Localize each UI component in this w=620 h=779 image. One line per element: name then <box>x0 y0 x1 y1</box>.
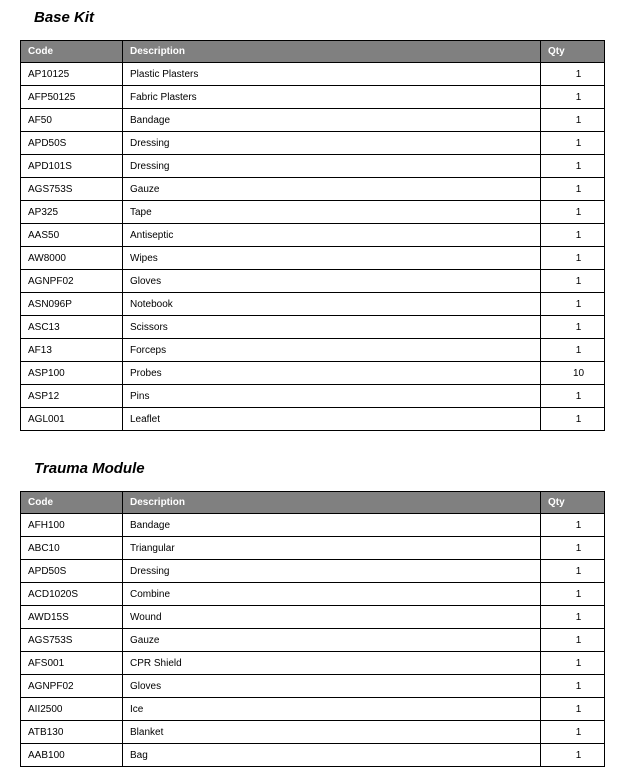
description-cell: Leaflet <box>123 408 541 431</box>
qty-cell: 1 <box>541 201 605 224</box>
table-row <box>21 109 605 132</box>
qty-cell: 1 <box>541 247 605 270</box>
code-cell: AFS001 <box>21 652 123 675</box>
description-cell: Bandage <box>123 514 541 537</box>
qty-cell: 1 <box>541 537 605 560</box>
description-cell: Bandage <box>123 109 541 132</box>
code-cell: AGNPF02 <box>21 270 123 293</box>
qty-cell: 1 <box>541 86 605 109</box>
description-cell: Ice <box>123 698 541 721</box>
qty-column-header: Qty <box>541 492 605 514</box>
qty-cell: 1 <box>541 514 605 537</box>
qty-cell: 1 <box>541 339 605 362</box>
code-cell: AGNPF02 <box>21 675 123 698</box>
table-row <box>21 514 605 537</box>
description-column-header: Description <box>123 41 541 63</box>
code-cell: AW8000 <box>21 247 123 270</box>
qty-cell: 1 <box>541 698 605 721</box>
code-cell: ABC10 <box>21 537 123 560</box>
qty-cell: 1 <box>541 721 605 744</box>
table-row <box>21 698 605 721</box>
qty-column-header: Qty <box>541 41 605 63</box>
code-column-header: Code <box>21 492 123 514</box>
qty-cell: 1 <box>541 132 605 155</box>
qty-cell: 1 <box>541 224 605 247</box>
table-row <box>21 224 605 247</box>
code-cell: APD50S <box>21 560 123 583</box>
table-header-row <box>21 492 605 514</box>
description-cell: Fabric Plasters <box>123 86 541 109</box>
code-cell: AWD15S <box>21 606 123 629</box>
qty-cell: 1 <box>541 652 605 675</box>
description-cell: Dressing <box>123 155 541 178</box>
table-row <box>21 247 605 270</box>
qty-cell: 1 <box>541 270 605 293</box>
table-row <box>21 316 605 339</box>
code-cell: AP325 <box>21 201 123 224</box>
code-column-header: Code <box>21 41 123 63</box>
description-cell: Tape <box>123 201 541 224</box>
table-row <box>21 270 605 293</box>
table-header-row <box>21 41 605 63</box>
table-row <box>21 606 605 629</box>
code-cell: AP10125 <box>21 63 123 86</box>
qty-cell: 1 <box>541 408 605 431</box>
qty-cell: 1 <box>541 155 605 178</box>
qty-cell: 1 <box>541 606 605 629</box>
description-cell: Wound <box>123 606 541 629</box>
trauma-module-title: Trauma Module <box>34 460 145 477</box>
description-column-header: Description <box>123 492 541 514</box>
table-row <box>21 408 605 431</box>
code-cell: ASC13 <box>21 316 123 339</box>
code-cell: AGS753S <box>21 629 123 652</box>
table-row <box>21 560 605 583</box>
table-row <box>21 178 605 201</box>
code-cell: AFP50125 <box>21 86 123 109</box>
table-row <box>21 583 605 606</box>
description-cell: Dressing <box>123 560 541 583</box>
table-row <box>21 339 605 362</box>
qty-cell: 1 <box>541 744 605 767</box>
trauma-module-table <box>20 491 605 767</box>
description-cell: Antiseptic <box>123 224 541 247</box>
code-cell: APD101S <box>21 155 123 178</box>
description-cell: Probes <box>123 362 541 385</box>
code-cell: AF13 <box>21 339 123 362</box>
description-cell: Gauze <box>123 178 541 201</box>
code-cell: ACD1020S <box>21 583 123 606</box>
description-cell: CPR Shield <box>123 652 541 675</box>
table-row <box>21 86 605 109</box>
table-row <box>21 362 605 385</box>
table-row <box>21 132 605 155</box>
code-cell: AAS50 <box>21 224 123 247</box>
qty-cell: 1 <box>541 293 605 316</box>
table-row <box>21 629 605 652</box>
table-row <box>21 721 605 744</box>
table-row <box>21 293 605 316</box>
description-cell: Pins <box>123 385 541 408</box>
description-cell: Blanket <box>123 721 541 744</box>
code-cell: AFH100 <box>21 514 123 537</box>
code-cell: AII2500 <box>21 698 123 721</box>
description-cell: Dressing <box>123 132 541 155</box>
code-cell: APD50S <box>21 132 123 155</box>
base-kit-table <box>20 40 605 431</box>
description-cell: Notebook <box>123 293 541 316</box>
description-cell: Gauze <box>123 629 541 652</box>
qty-cell: 1 <box>541 385 605 408</box>
description-cell: Gloves <box>123 675 541 698</box>
table-row <box>21 155 605 178</box>
table-row <box>21 652 605 675</box>
description-cell: Wipes <box>123 247 541 270</box>
code-cell: AGS753S <box>21 178 123 201</box>
code-cell: ASP100 <box>21 362 123 385</box>
table-row <box>21 63 605 86</box>
description-cell: Gloves <box>123 270 541 293</box>
qty-cell: 1 <box>541 316 605 339</box>
description-cell: Combine <box>123 583 541 606</box>
description-cell: Bag <box>123 744 541 767</box>
code-cell: ASN096P <box>21 293 123 316</box>
qty-cell: 1 <box>541 629 605 652</box>
table-row <box>21 385 605 408</box>
qty-cell: 1 <box>541 560 605 583</box>
description-cell: Triangular <box>123 537 541 560</box>
code-cell: ASP12 <box>21 385 123 408</box>
code-cell: AAB100 <box>21 744 123 767</box>
table-row <box>21 675 605 698</box>
code-cell: AF50 <box>21 109 123 132</box>
description-cell: Plastic Plasters <box>123 63 541 86</box>
qty-cell: 1 <box>541 109 605 132</box>
qty-cell: 1 <box>541 675 605 698</box>
table-row <box>21 537 605 560</box>
code-cell: ATB130 <box>21 721 123 744</box>
description-cell: Scissors <box>123 316 541 339</box>
table-row <box>21 744 605 767</box>
qty-cell: 1 <box>541 178 605 201</box>
description-cell: Forceps <box>123 339 541 362</box>
code-cell: AGL001 <box>21 408 123 431</box>
qty-cell: 1 <box>541 583 605 606</box>
qty-cell: 10 <box>541 362 605 385</box>
qty-cell: 1 <box>541 63 605 86</box>
base-kit-title: Base Kit <box>34 9 95 26</box>
table-row <box>21 201 605 224</box>
